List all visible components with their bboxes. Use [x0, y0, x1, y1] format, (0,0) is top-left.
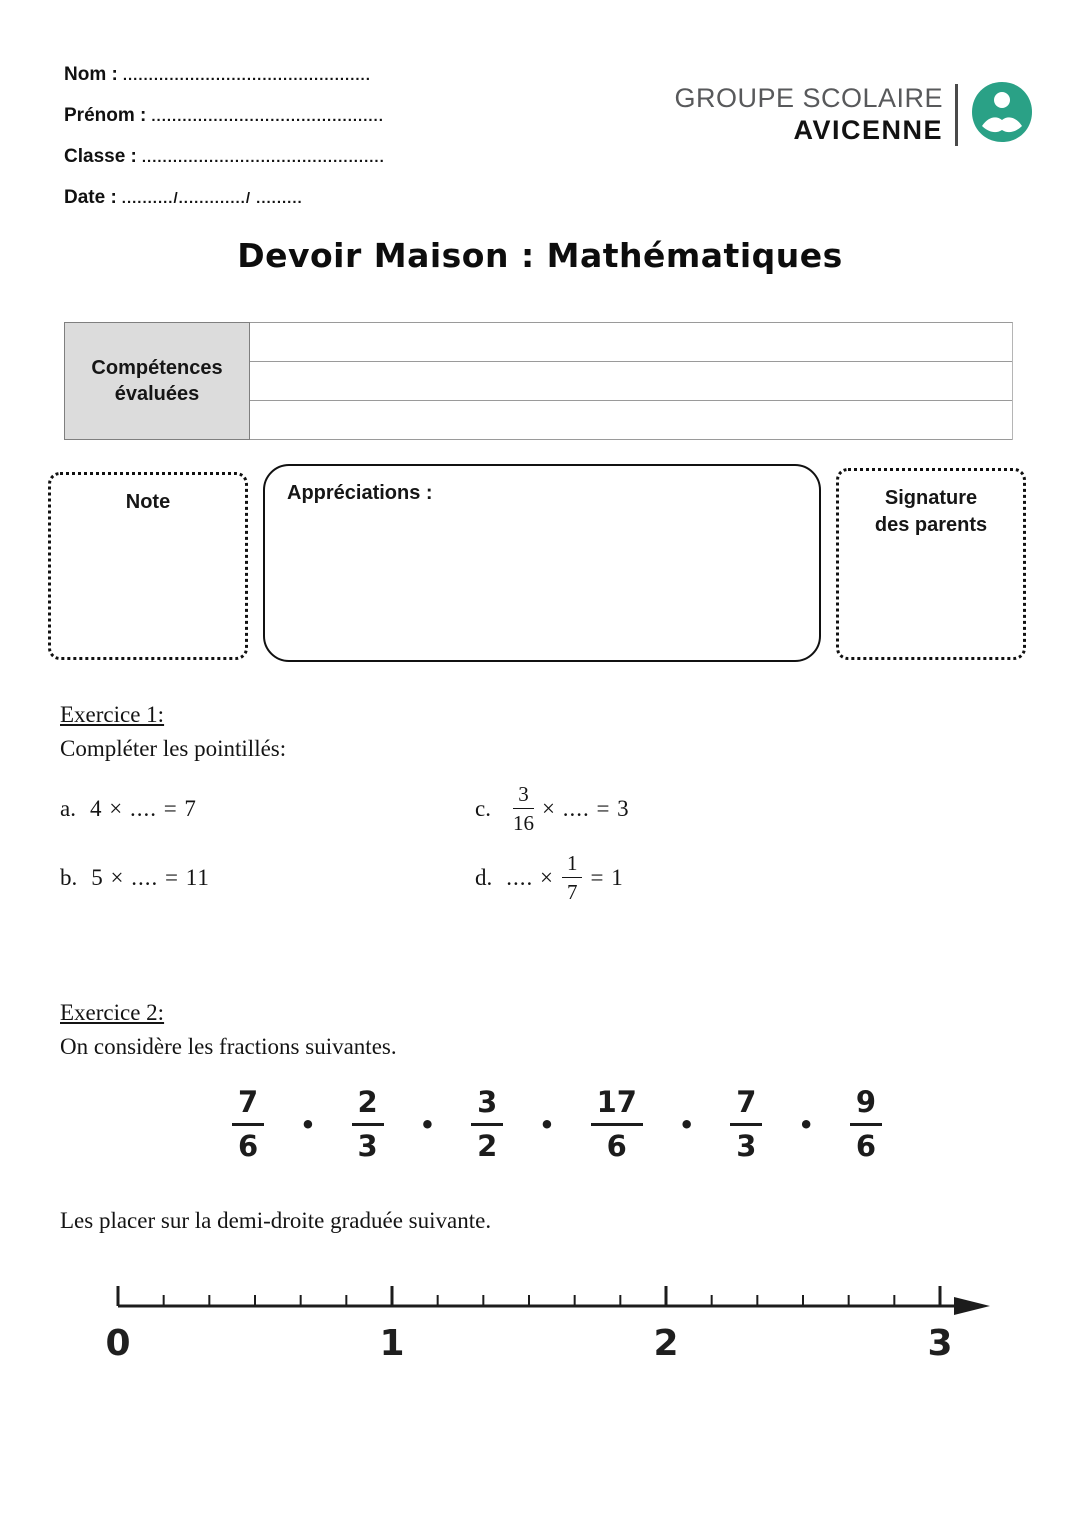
- field-date-dots: ........../............./ .........: [121, 190, 303, 207]
- item-a-expression: 4 × .... = 7: [89, 795, 197, 821]
- competences-label-line1: Compétences: [91, 357, 223, 379]
- item-d-fraction: [562, 851, 583, 904]
- item-a-label: a.: [60, 795, 76, 821]
- exercise-1-row-2: [60, 851, 1030, 904]
- exercise-1-item-c: [475, 782, 630, 835]
- fraction-numerator: 3: [471, 1086, 503, 1126]
- fraction-denominator: 6: [606, 1129, 627, 1164]
- fraction-numerator: 2: [352, 1086, 384, 1126]
- exercise-2-subtitle: On considère les fractions suivantes.: [60, 1034, 397, 1059]
- signature-box-label: Signature des parents: [874, 487, 988, 536]
- fraction-numerator: 17: [591, 1086, 643, 1126]
- note-box: [48, 472, 248, 660]
- placement-instruction: Les placer sur la demi-droite graduée suivante.: [60, 1207, 492, 1233]
- item-c-expression: × .... = 3: [541, 795, 630, 821]
- fractions-list: [232, 1086, 1030, 1164]
- fraction-3-2: [471, 1086, 503, 1164]
- competences-row: [250, 323, 1012, 362]
- fraction-2-3: [352, 1086, 384, 1164]
- item-d-numerator: 1: [562, 851, 583, 878]
- field-prenom-label: Prénom :: [64, 105, 147, 126]
- school-name-line2: AVICENNE: [793, 114, 943, 145]
- competences-label: [64, 322, 250, 440]
- school-logo-text: [674, 83, 943, 145]
- item-d-label: d.: [475, 864, 493, 890]
- numberline-arrowhead: [954, 1297, 990, 1315]
- exercise-1-item-d: [475, 851, 624, 904]
- fraction-denominator: 2: [477, 1129, 498, 1164]
- fraction-denominator: 3: [736, 1129, 757, 1164]
- field-nom-label: Nom :: [64, 64, 118, 85]
- competences-rows: [250, 322, 1013, 440]
- fraction-numerator: 9: [850, 1086, 882, 1126]
- fraction-denominator: 6: [855, 1129, 877, 1164]
- fraction-7-3: [730, 1086, 762, 1164]
- item-d-denominator: 7: [566, 880, 578, 905]
- field-classe-label: Classe :: [64, 146, 137, 167]
- fraction-7-6: [232, 1086, 264, 1164]
- number-line: [104, 1282, 1004, 1375]
- field-nom-dots: ................................................: [122, 67, 371, 84]
- competences-label-line2: évaluées: [114, 383, 200, 405]
- numberline-label: 0: [105, 1323, 131, 1364]
- item-d-suffix: = 1: [590, 864, 624, 890]
- separator-dot: •: [300, 1110, 316, 1139]
- school-logo-icon: [970, 80, 1034, 149]
- separator-dot: •: [419, 1110, 436, 1139]
- appreciations-box: [263, 464, 821, 662]
- numberline-label: 1: [379, 1323, 405, 1364]
- separator-dot: •: [678, 1110, 695, 1139]
- school-name-line1: GROUPE SCOLAIRE: [674, 83, 943, 114]
- field-classe-dots: ...............................................: [141, 149, 385, 166]
- numberline-svg: [104, 1282, 1004, 1370]
- exercise-1-subtitle: Compléter les pointillés:: [60, 736, 287, 761]
- school-logo: [674, 80, 1034, 149]
- item-b-expression: 5 × .... = 11: [91, 864, 210, 890]
- fraction-17-6: [591, 1086, 643, 1164]
- exercise-1-row-1: [60, 782, 1030, 835]
- item-c-denominator: 16: [512, 811, 534, 836]
- item-c-label: c.: [475, 795, 491, 821]
- fraction-denominator: 6: [238, 1129, 259, 1164]
- item-b-label: b.: [60, 864, 78, 890]
- exercise-1-heading: Exercice 1:: [60, 702, 165, 727]
- competences-row: [250, 401, 1012, 440]
- numberline-label: 2: [653, 1323, 679, 1364]
- exercise-2-heading: Exercice 2:: [60, 1000, 165, 1025]
- field-classe: [64, 146, 385, 168]
- fraction-denominator: 3: [357, 1129, 378, 1164]
- field-prenom: [64, 105, 385, 127]
- competences-row: [250, 362, 1012, 401]
- separator-dot: •: [798, 1110, 814, 1139]
- exercise-1-item-b: [60, 865, 475, 891]
- fraction-9-6: [850, 1086, 882, 1164]
- field-date: [64, 187, 385, 209]
- separator-dot: •: [539, 1110, 555, 1139]
- field-nom: [64, 64, 385, 86]
- page-title: Devoir Maison : Mathématiques: [237, 236, 843, 275]
- appreciations-box-label: Appréciations :: [287, 482, 433, 504]
- grading-boxes: [48, 464, 1026, 662]
- field-prenom-dots: .............................................: [151, 108, 384, 125]
- signature-box: [836, 468, 1026, 660]
- item-d-prefix: .... ×: [506, 864, 554, 890]
- fraction-numerator: 7: [232, 1086, 264, 1126]
- student-info-fields: [64, 64, 385, 228]
- fraction-numerator: 7: [730, 1086, 762, 1126]
- field-date-label: Date :: [64, 187, 117, 208]
- item-c-fraction: [513, 782, 534, 835]
- logo-divider: [955, 84, 958, 146]
- exercise-1: [60, 702, 1030, 921]
- competences-table: [64, 322, 1013, 440]
- exercise-1-item-a: [60, 796, 475, 822]
- numberline-label: 3: [927, 1323, 953, 1364]
- item-c-numerator: 3: [513, 782, 534, 809]
- note-box-label: Note: [125, 491, 171, 513]
- exercise-2: [60, 1000, 1030, 1234]
